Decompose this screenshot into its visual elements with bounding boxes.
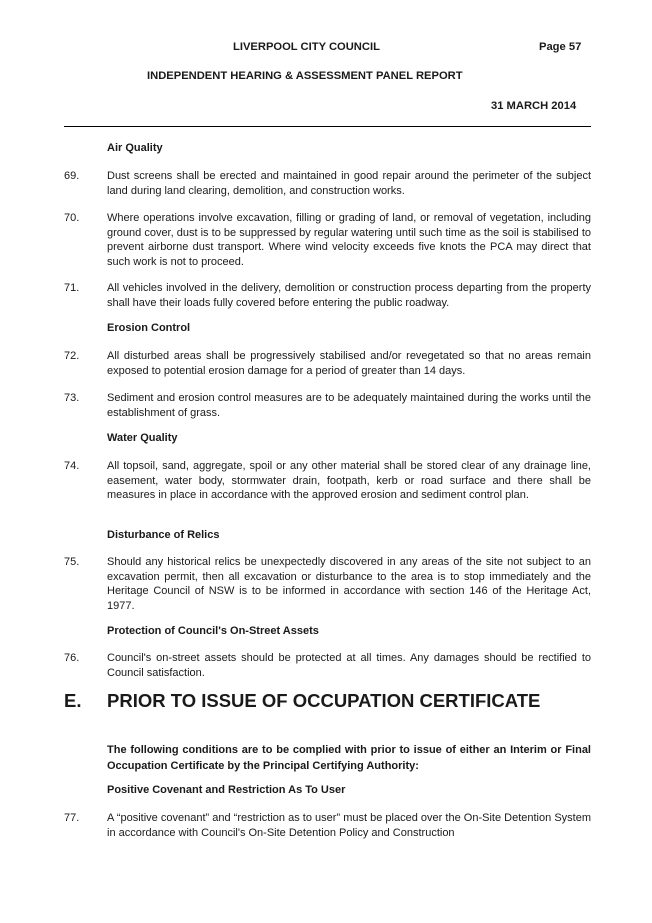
heading-air-quality: Air Quality bbox=[107, 142, 163, 154]
condition-text: Should any historical relics be unexpectedly discovered in any areas of the site not subject to an excavation permit, then all excavation or disturbance to the area is to stop immediately and the Heritage Council of NSW is to be informed in accordance with section 146 of the Heritage Act, 1977. bbox=[107, 556, 591, 612]
council-name: LIVERPOOL CITY COUNCIL bbox=[233, 41, 380, 53]
condition-item bbox=[64, 651, 591, 680]
condition-text: Council's on-street assets should be protected at all times. Any damages should be rectified to Council satisfaction. bbox=[107, 652, 591, 679]
heading-water-quality: Water Quality bbox=[107, 432, 178, 444]
condition-number: 72. bbox=[64, 350, 80, 362]
heading-erosion-control: Erosion Control bbox=[107, 322, 191, 334]
condition-number: 71. bbox=[64, 282, 80, 294]
condition-item bbox=[64, 811, 591, 840]
condition-number: 76. bbox=[64, 652, 80, 664]
section-intro: The following conditions are to be complied with prior to issue of either an Interim or Final Occupation Certificate by the Principal Certifying Authority: bbox=[107, 744, 591, 772]
condition-item bbox=[64, 211, 591, 269]
condition-item bbox=[64, 459, 591, 503]
condition-number: 69. bbox=[64, 170, 80, 182]
condition-text: Where operations involve excavation, filling or grading of land, or removal of vegetation, including ground cover, dust is to be suppressed by regular watering until such time as the soil is stabilised to prevent airborne dust transport. Where wind velocity exceeds five knots the PCA may direct that such work is not to proceed. bbox=[107, 212, 591, 268]
page-number: Page 57 bbox=[539, 41, 582, 53]
section-heading bbox=[64, 690, 540, 712]
condition-number: 70. bbox=[64, 212, 80, 224]
condition-text: All vehicles involved in the delivery, demolition or construction process departing from the property shall have their loads fully covered before entering the public roadway. bbox=[107, 282, 591, 309]
condition-text: All disturbed areas shall be progressively stabilised and/or revegetated so that no areas remain exposed to potential erosion damage for a period of greater than 14 days. bbox=[107, 350, 591, 377]
condition-number: 74. bbox=[64, 460, 80, 472]
heading-disturbance-relics: Disturbance of Relics bbox=[107, 529, 220, 541]
condition-number: 75. bbox=[64, 556, 80, 568]
condition-item bbox=[64, 349, 591, 378]
heading-protection-assets: Protection of Council's On-Street Assets bbox=[107, 625, 319, 637]
condition-item bbox=[64, 281, 591, 310]
condition-text: Sediment and erosion control measures are to be adequately maintained during the works until the establishment of grass. bbox=[107, 392, 591, 419]
condition-item bbox=[64, 391, 591, 420]
section-title: PRIOR TO ISSUE OF OCCUPATION CERTIFICATE bbox=[107, 690, 541, 711]
heading-positive-covenant: Positive Covenant and Restriction As To User bbox=[107, 784, 346, 796]
condition-number: 77. bbox=[64, 812, 80, 824]
condition-item bbox=[64, 169, 591, 198]
condition-number: 73. bbox=[64, 392, 80, 404]
condition-item bbox=[64, 555, 591, 613]
header-divider bbox=[64, 126, 591, 127]
report-title: INDEPENDENT HEARING & ASSESSMENT PANEL REPORT bbox=[147, 70, 463, 82]
condition-text: All topsoil, sand, aggregate, spoil or any other material shall be stored clear of any drainage line, easement, water body, stormwater drain, footpath, kerb or road surface and there shall be measures in place in accordance with the approved erosion and sediment control plan. bbox=[107, 460, 591, 502]
section-letter: E. bbox=[64, 690, 82, 711]
condition-text: A “positive covenant” and “restriction as to user” must be placed over the On-Site Detention System in accordance with Council's On-Site Detention Policy and Construction bbox=[107, 812, 591, 839]
report-date: 31 MARCH 2014 bbox=[491, 100, 577, 112]
condition-text: Dust screens shall be erected and maintained in good repair around the perimeter of the subject land during land clearing, demolition, and construction works. bbox=[107, 170, 591, 197]
